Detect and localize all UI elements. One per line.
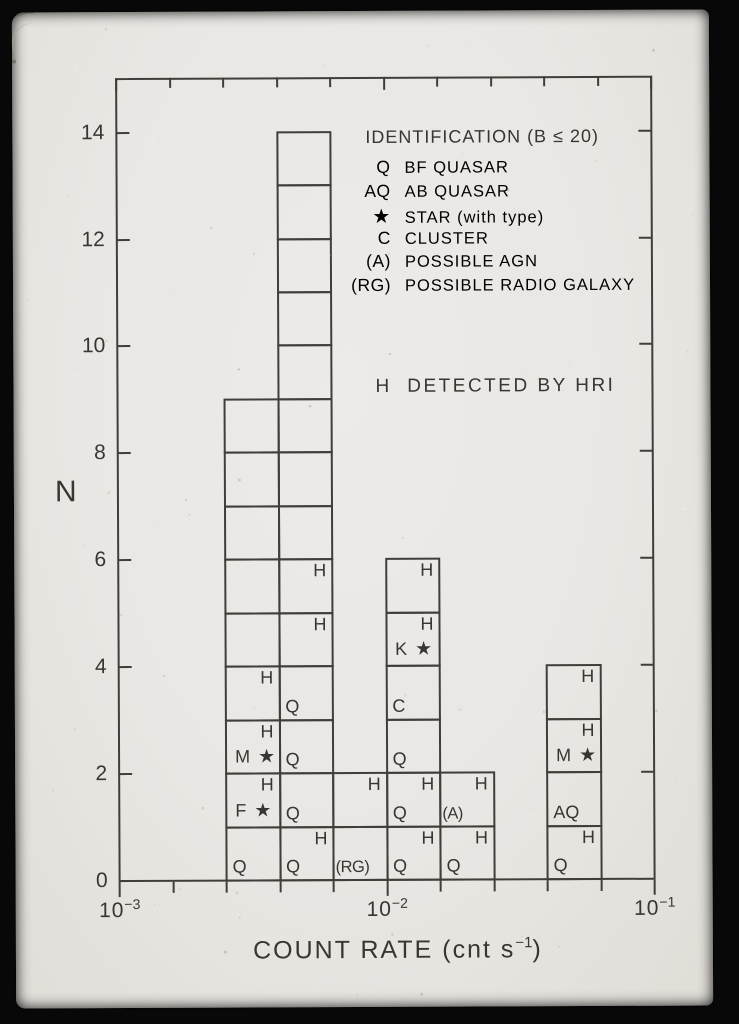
x-axis-title: COUNT RATE (cnt $s^{-1}$) [253, 934, 543, 965]
legend [342, 126, 635, 298]
legend-label: AB QUASAR [404, 181, 510, 201]
histogram-cell [439, 772, 495, 828]
cell-id-label: Q [286, 856, 301, 877]
cell-id-label: Q [285, 802, 300, 823]
photo-speckle [66, 195, 68, 197]
histogram-cell [224, 559, 280, 615]
photo-speckle [655, 709, 657, 711]
y-axis-tick-right [640, 557, 653, 559]
legend-star-icon: ★ [372, 205, 391, 228]
x-axis-tick-major [119, 882, 121, 897]
photo-speckle [340, 852, 341, 853]
legend-entry [343, 179, 635, 204]
photo-speckle [308, 405, 311, 408]
hri-marker: H [314, 827, 328, 848]
histogram-cell [224, 398, 280, 454]
x-axis-top-tick-minor [276, 78, 278, 88]
x-axis-tick-minor [279, 881, 281, 892]
histogram-cell [546, 664, 602, 720]
legend-entry [342, 156, 634, 181]
histogram-cell [225, 719, 281, 775]
star-icon: ★ [579, 745, 597, 767]
star-type-label: F [235, 800, 247, 821]
x-axis-top-tick-minor [490, 77, 492, 87]
histogram-cell [225, 666, 281, 722]
cell-id-label: Q [285, 695, 300, 716]
hri-note: H DETECTED BY HRI [375, 374, 616, 397]
x-axis-tick-major [386, 881, 388, 896]
histogram-cell [546, 771, 602, 827]
hri-marker: H [421, 773, 435, 794]
cell-star-identification [235, 800, 271, 821]
y-tick-label: 2 [95, 762, 108, 786]
histogram-cell [439, 825, 495, 881]
legend-label: STAR (with type) [404, 208, 545, 227]
photo-speckle [105, 340, 107, 342]
histogram-cell [385, 718, 441, 774]
x-axis-tick-major [654, 880, 656, 895]
legend-label: POSSIBLE RADIO GALAXY [404, 275, 636, 295]
histogram-cell [386, 772, 442, 828]
legend-entry [343, 226, 635, 251]
cell-id-label: (A) [442, 804, 463, 823]
photo-speckle [251, 459, 254, 462]
y-axis-tick-right [640, 450, 653, 452]
y-axis-tick-left [116, 132, 129, 134]
hri-marker: H [260, 667, 274, 688]
photo-speckle [401, 536, 404, 539]
scanned-figure-photo [12, 9, 713, 1008]
star-icon: ★ [258, 746, 276, 768]
hri-marker: H [581, 666, 595, 687]
x-axis-top-tick-major [115, 78, 117, 91]
y-axis-tick-left [117, 239, 130, 241]
histogram-cell [278, 665, 334, 721]
hri-marker: H [581, 719, 595, 740]
cell-star-identification [556, 745, 596, 766]
legend-entries [342, 156, 635, 298]
cell-id-label: Q [285, 749, 300, 770]
y-tick-label: 6 [94, 548, 107, 572]
legend-symbol: Q [376, 156, 391, 177]
y-axis-tick-left [119, 666, 132, 668]
cell-id-label: Q [232, 856, 247, 877]
histogram-cell [276, 238, 332, 294]
cell-id-label: C [392, 695, 406, 716]
photo-speckle [163, 675, 165, 677]
cell-id-label: Q [393, 855, 408, 876]
hri-marker: H [474, 826, 488, 848]
star-icon: ★ [254, 799, 272, 822]
y-tick-label: 14 [80, 120, 105, 144]
y-tick-label: 4 [94, 655, 107, 679]
histogram-cell [385, 665, 441, 721]
x-axis-tick-minor [600, 880, 602, 891]
photo-speckle [254, 707, 255, 708]
photo-speckle [252, 253, 254, 255]
photo-speckle [389, 353, 391, 355]
histogram-cell [385, 611, 441, 667]
y-axis-tick-right [639, 343, 652, 345]
histogram-cell [276, 131, 332, 187]
star-type-label: K [395, 638, 408, 660]
hri-marker: H [313, 560, 327, 581]
y-tick-label: 12 [81, 227, 105, 251]
cell-id-label: Q [392, 748, 407, 769]
cell-id-label: Q [446, 855, 461, 876]
photo-speckle [459, 708, 461, 710]
hri-marker: H [420, 559, 434, 581]
y-axis-tick-right [638, 129, 651, 131]
legend-label: POSSIBLE AGN [404, 252, 539, 271]
cell-star-identification [395, 639, 432, 660]
photo-speckle [107, 491, 109, 493]
y-axis-tick-left [119, 773, 132, 775]
x-title-exponent: −1 [515, 934, 533, 952]
hri-marker: H [581, 826, 595, 847]
photo-speckle [171, 295, 172, 296]
histogram-cell [332, 825, 388, 881]
hri-marker: H [420, 613, 434, 634]
histogram-cell [225, 826, 281, 882]
y-tick-label: 10 [81, 334, 106, 358]
histogram-cell [277, 398, 333, 454]
y-axis-tick-right [641, 664, 654, 666]
photo-speckle [75, 68, 78, 71]
y-tick-label: 8 [94, 441, 106, 465]
photo-speckle [117, 967, 119, 969]
legend-label: BF QUASAR [404, 158, 509, 177]
photo-speckle [224, 950, 227, 953]
y-axis-tick-right [639, 236, 652, 238]
photo-speckle [549, 617, 550, 618]
histogram-cell [277, 345, 333, 401]
photo-speckle [77, 367, 79, 369]
photo-speckle [537, 377, 540, 380]
x-axis-top-tick-minor [436, 77, 438, 87]
x-tick-exponent: −1 [659, 893, 676, 910]
y-axis-tick-left [118, 452, 131, 454]
photo-speckle [184, 499, 186, 501]
photo-speckle [124, 334, 125, 335]
y-axis-tick-right [641, 771, 654, 773]
hri-marker: H [313, 613, 327, 634]
y-axis-label: N [54, 475, 77, 509]
x-axis-top-tick-minor [329, 77, 331, 87]
x-tick-exponent: −2 [391, 894, 408, 911]
y-axis-tick-left [118, 559, 131, 561]
photo-speckle [463, 152, 464, 153]
x-tick-label: $10^{-3}$ [99, 895, 141, 923]
x-axis-top-tick-major [650, 76, 652, 89]
histogram-cell [546, 718, 602, 774]
photo-speckle [388, 253, 390, 255]
photo-speckle [467, 40, 468, 41]
hri-marker: H [421, 827, 435, 848]
x-axis-top-tick-minor [222, 78, 224, 88]
photo-speckle [237, 478, 240, 481]
photo-speckle [611, 503, 612, 504]
histogram-cell [279, 772, 335, 828]
legend-entry [343, 273, 635, 298]
legend-symbol: (A) [366, 250, 391, 271]
histogram-cell [224, 612, 280, 668]
cell-id-label: Q [553, 855, 568, 876]
star-type-label: M [556, 745, 572, 766]
histogram-cell [276, 184, 332, 240]
photo-speckle [323, 64, 324, 65]
histogram-cell [278, 612, 334, 668]
legend-entry [343, 203, 635, 228]
photo-speckle [236, 613, 237, 614]
cell-id-label: AQ [553, 801, 580, 822]
x-axis-top-tick-major [383, 77, 385, 90]
legend-label: CLUSTER [404, 228, 489, 248]
cell-id-label: Q [392, 802, 407, 823]
histogram-cell [225, 772, 281, 828]
histogram-cell [278, 558, 334, 614]
photo-speckle [236, 892, 238, 894]
histogram-cell [224, 505, 280, 561]
hri-marker: H [260, 721, 274, 742]
histogram-cell [386, 825, 442, 881]
x-tick-label: $10^{-1}$ [634, 893, 676, 920]
histogram-cell [277, 451, 333, 507]
star-type-label: M [235, 746, 251, 767]
x-axis-tick-minor [333, 881, 335, 892]
histogram-cell [279, 826, 335, 882]
hri-marker: H [367, 774, 381, 795]
legend-symbol: C [377, 227, 391, 248]
x-axis-tick-minor [440, 881, 442, 892]
y-axis-tick-left [117, 345, 130, 347]
legend-symbol: (RG) [351, 274, 392, 295]
histogram-cell [546, 824, 602, 880]
histogram-cell [332, 772, 388, 828]
x-tick-exponent: −3 [124, 895, 141, 913]
x-axis-top-tick-minor [543, 76, 545, 86]
photo-speckle [520, 370, 521, 371]
x-axis-top-tick-minor [169, 78, 171, 88]
x-axis-top-tick-minor [597, 76, 599, 86]
histogram-cell [278, 719, 334, 775]
histogram-cell [277, 291, 333, 347]
hri-marker: H [474, 773, 488, 794]
legend-title: IDENTIFICATION (B ≤ 20) [365, 125, 599, 147]
x-axis-tick-minor [493, 880, 495, 891]
histogram-cell [385, 558, 441, 614]
photo-speckle [293, 484, 294, 485]
histogram-cell [277, 505, 333, 561]
star-icon: ★ [415, 638, 433, 660]
photo-speckle [274, 805, 276, 807]
photo-speckle [373, 123, 375, 125]
legend-entry [343, 250, 635, 275]
x-tick-label: $10^{-2}$ [366, 894, 408, 921]
cell-id-label: (RG) [335, 857, 370, 877]
cell-star-identification [235, 746, 275, 767]
x-axis-tick-minor [226, 882, 228, 893]
x-axis-tick-minor [547, 880, 549, 891]
photo-speckle [238, 369, 240, 371]
x-axis-tick-minor [172, 882, 174, 893]
y-tick-label: 0 [95, 869, 108, 893]
photo-speckle [178, 888, 181, 891]
legend-symbol: AQ [364, 180, 391, 201]
hri-marker: H [260, 774, 274, 795]
photo-speckle [340, 696, 343, 699]
